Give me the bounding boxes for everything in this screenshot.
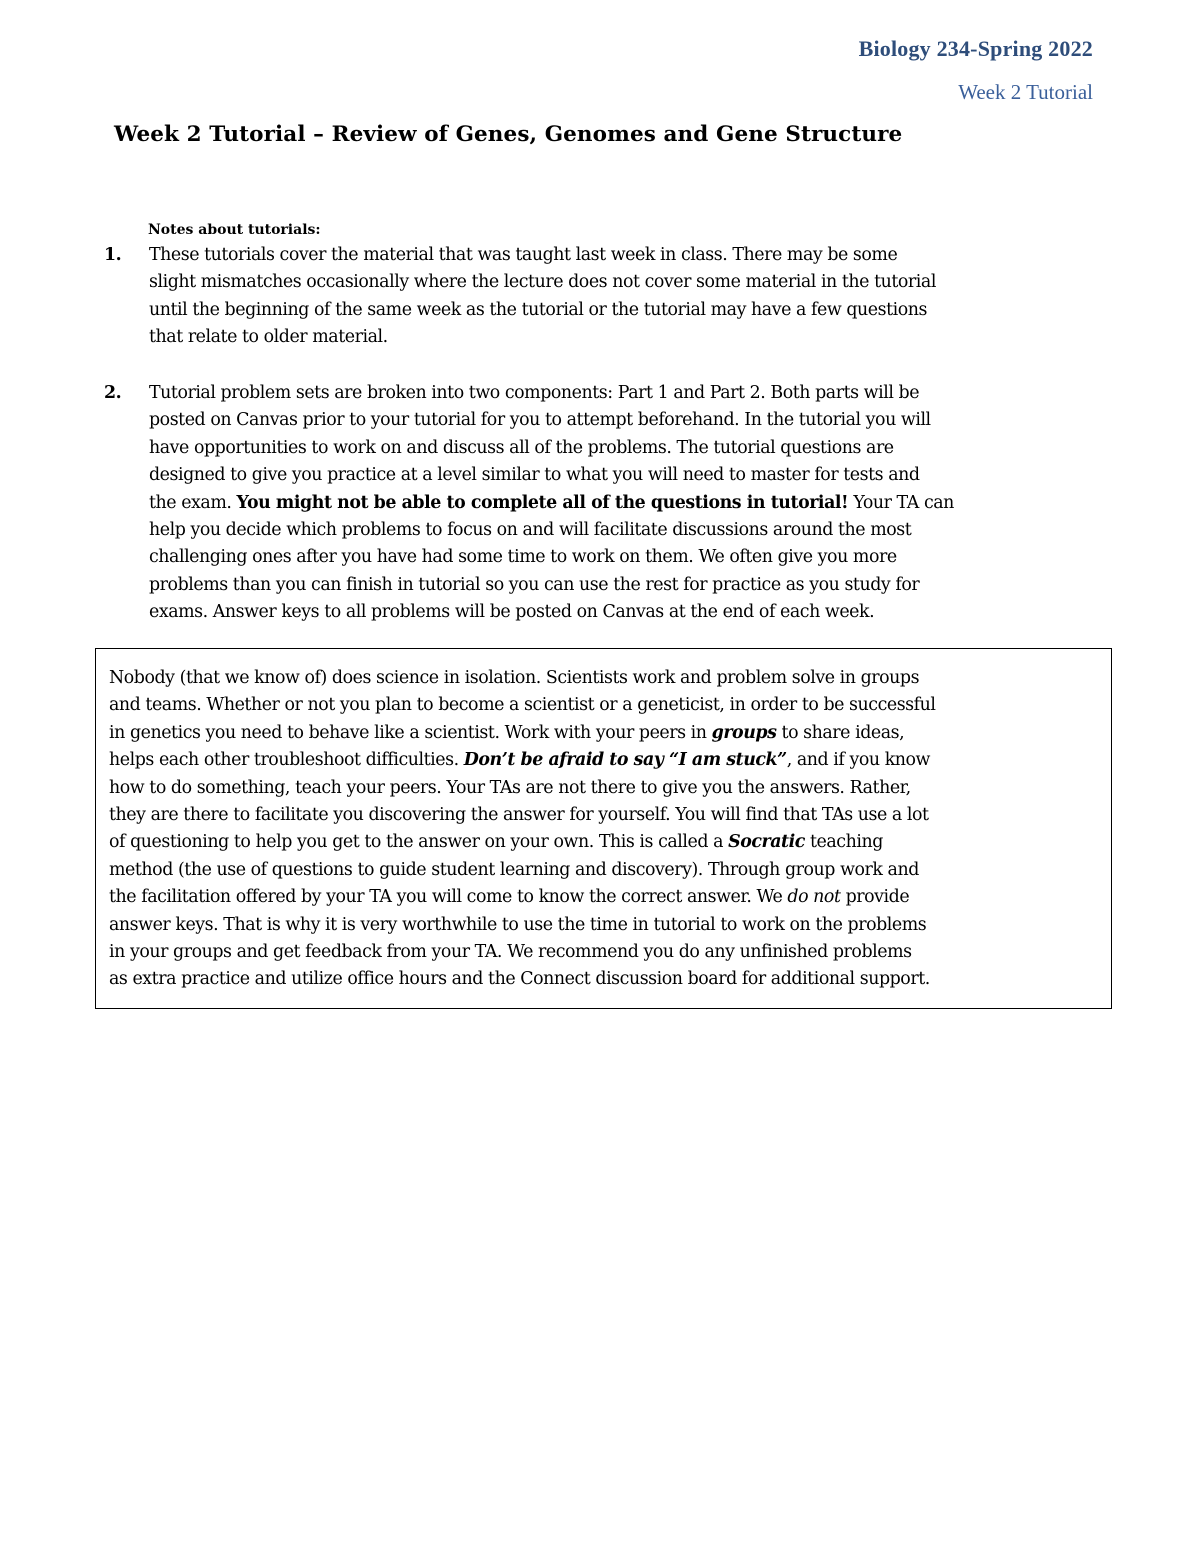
note-line: challenging ones after you have had some time to work on them. We often give you more (149, 547, 897, 568)
callout-line: and teams. Whether or not you plan to become a scientist or a geneticist, in order to be successful (109, 695, 936, 716)
note-line: posted on Canvas prior to your tutorial for you to attempt beforehand. In the tutorial you will (149, 410, 931, 431)
note-line (149, 490, 1109, 517)
callout-segment: to share ideas, (776, 722, 905, 743)
callout-line: Nobody (that we know of) does science in isolation. Scientists work and problem solve in groups (109, 668, 920, 688)
callout-box (95, 648, 1112, 1009)
callout-line: they are there to facilitate you discovering the answer for yourself. You will find that TAs use a lot (109, 804, 929, 825)
callout-segment: , and if you know (786, 750, 930, 771)
week-header: Week 2 Tutorial (958, 80, 1093, 104)
emphasis-bold: You might not be able to complete all of the questions in tutorial! (236, 492, 849, 513)
note-number: 1. (104, 245, 122, 265)
note-line: designed to give you practice at a level similar to what you will need to master for tests and (149, 465, 920, 486)
callout-line (109, 829, 1104, 856)
callout-line: as extra practice and utilize office hours and the Connect discussion board for additional support. (109, 969, 930, 990)
page-title: Week 2 Tutorial – Review of Genes, Genomes and Gene Structure (114, 122, 903, 147)
note-line: until the beginning of the same week as the tutorial or the tutorial may have a few questions (149, 299, 927, 320)
course-header: Biology 234-Spring 2022 (858, 36, 1093, 61)
note-text-segment: Your TA can (848, 492, 954, 513)
callout-line: answer keys. That is why it is very worthwhile to use the time in tutorial to work on the problems (109, 914, 927, 935)
note-line: Tutorial problem sets are broken into two components: Part 1 and Part 2. Both parts will be (149, 383, 920, 403)
callout-line (109, 747, 1104, 774)
note-line: exams. Answer keys to all problems will be posted on Canvas at the end of each week. (149, 602, 875, 623)
note-line: help you decide which problems to focus on and will facilitate discussions around the most (149, 519, 912, 540)
note-text (149, 242, 1109, 352)
note-number: 2. (104, 383, 122, 403)
callout-line: how to do something, teach your peers. Your TAs are not there to give you the answers. Rather, (109, 777, 911, 798)
callout-text (109, 665, 1104, 994)
callout-segment: helps each other troubleshoot difficulties. (109, 750, 464, 771)
emphasis-bold-italic: Don’t be afraid to say “I am stuck” (463, 750, 787, 771)
emphasis-bold-italic: Socratic (728, 832, 805, 853)
note-line: These tutorials cover the material that was taught last week in class. There may be some (149, 245, 898, 265)
notes-heading: Notes about tutorials: (148, 222, 321, 238)
note-text (149, 380, 1109, 627)
callout-line: in your groups and get feedback from your TA. We recommend you do any unfinished problems (109, 941, 912, 962)
note-text-segment: the exam. (149, 492, 237, 513)
callout-line (109, 884, 1104, 911)
callout-segment: in genetics you need to behave like a scientist. Work with your peers in (109, 722, 712, 743)
callout-segment: teaching (804, 832, 883, 853)
callout-segment: provide (840, 887, 910, 908)
callout-line (109, 720, 1104, 747)
note-line: have opportunities to work on and discuss all of the problems. The tutorial questions are (149, 437, 894, 458)
callout-line: method (the use of questions to guide student learning and discovery). Through group work and (109, 859, 919, 880)
callout-segment: the facilitation offered by your TA you will come to know the correct answer. We (109, 887, 788, 908)
note-line: slight mismatches occasionally where the lecture does not cover some material in the tutorial (149, 272, 936, 293)
callout-segment: of questioning to help you get to the answer on your own. This is called a (109, 832, 729, 853)
emphasis-italic: do not (787, 887, 841, 908)
note-line: that relate to older material. (149, 327, 388, 348)
note-line: problems than you can finish in tutorial so you can use the rest for practice as you study for (149, 574, 920, 595)
emphasis-bold-italic: groups (711, 722, 777, 743)
